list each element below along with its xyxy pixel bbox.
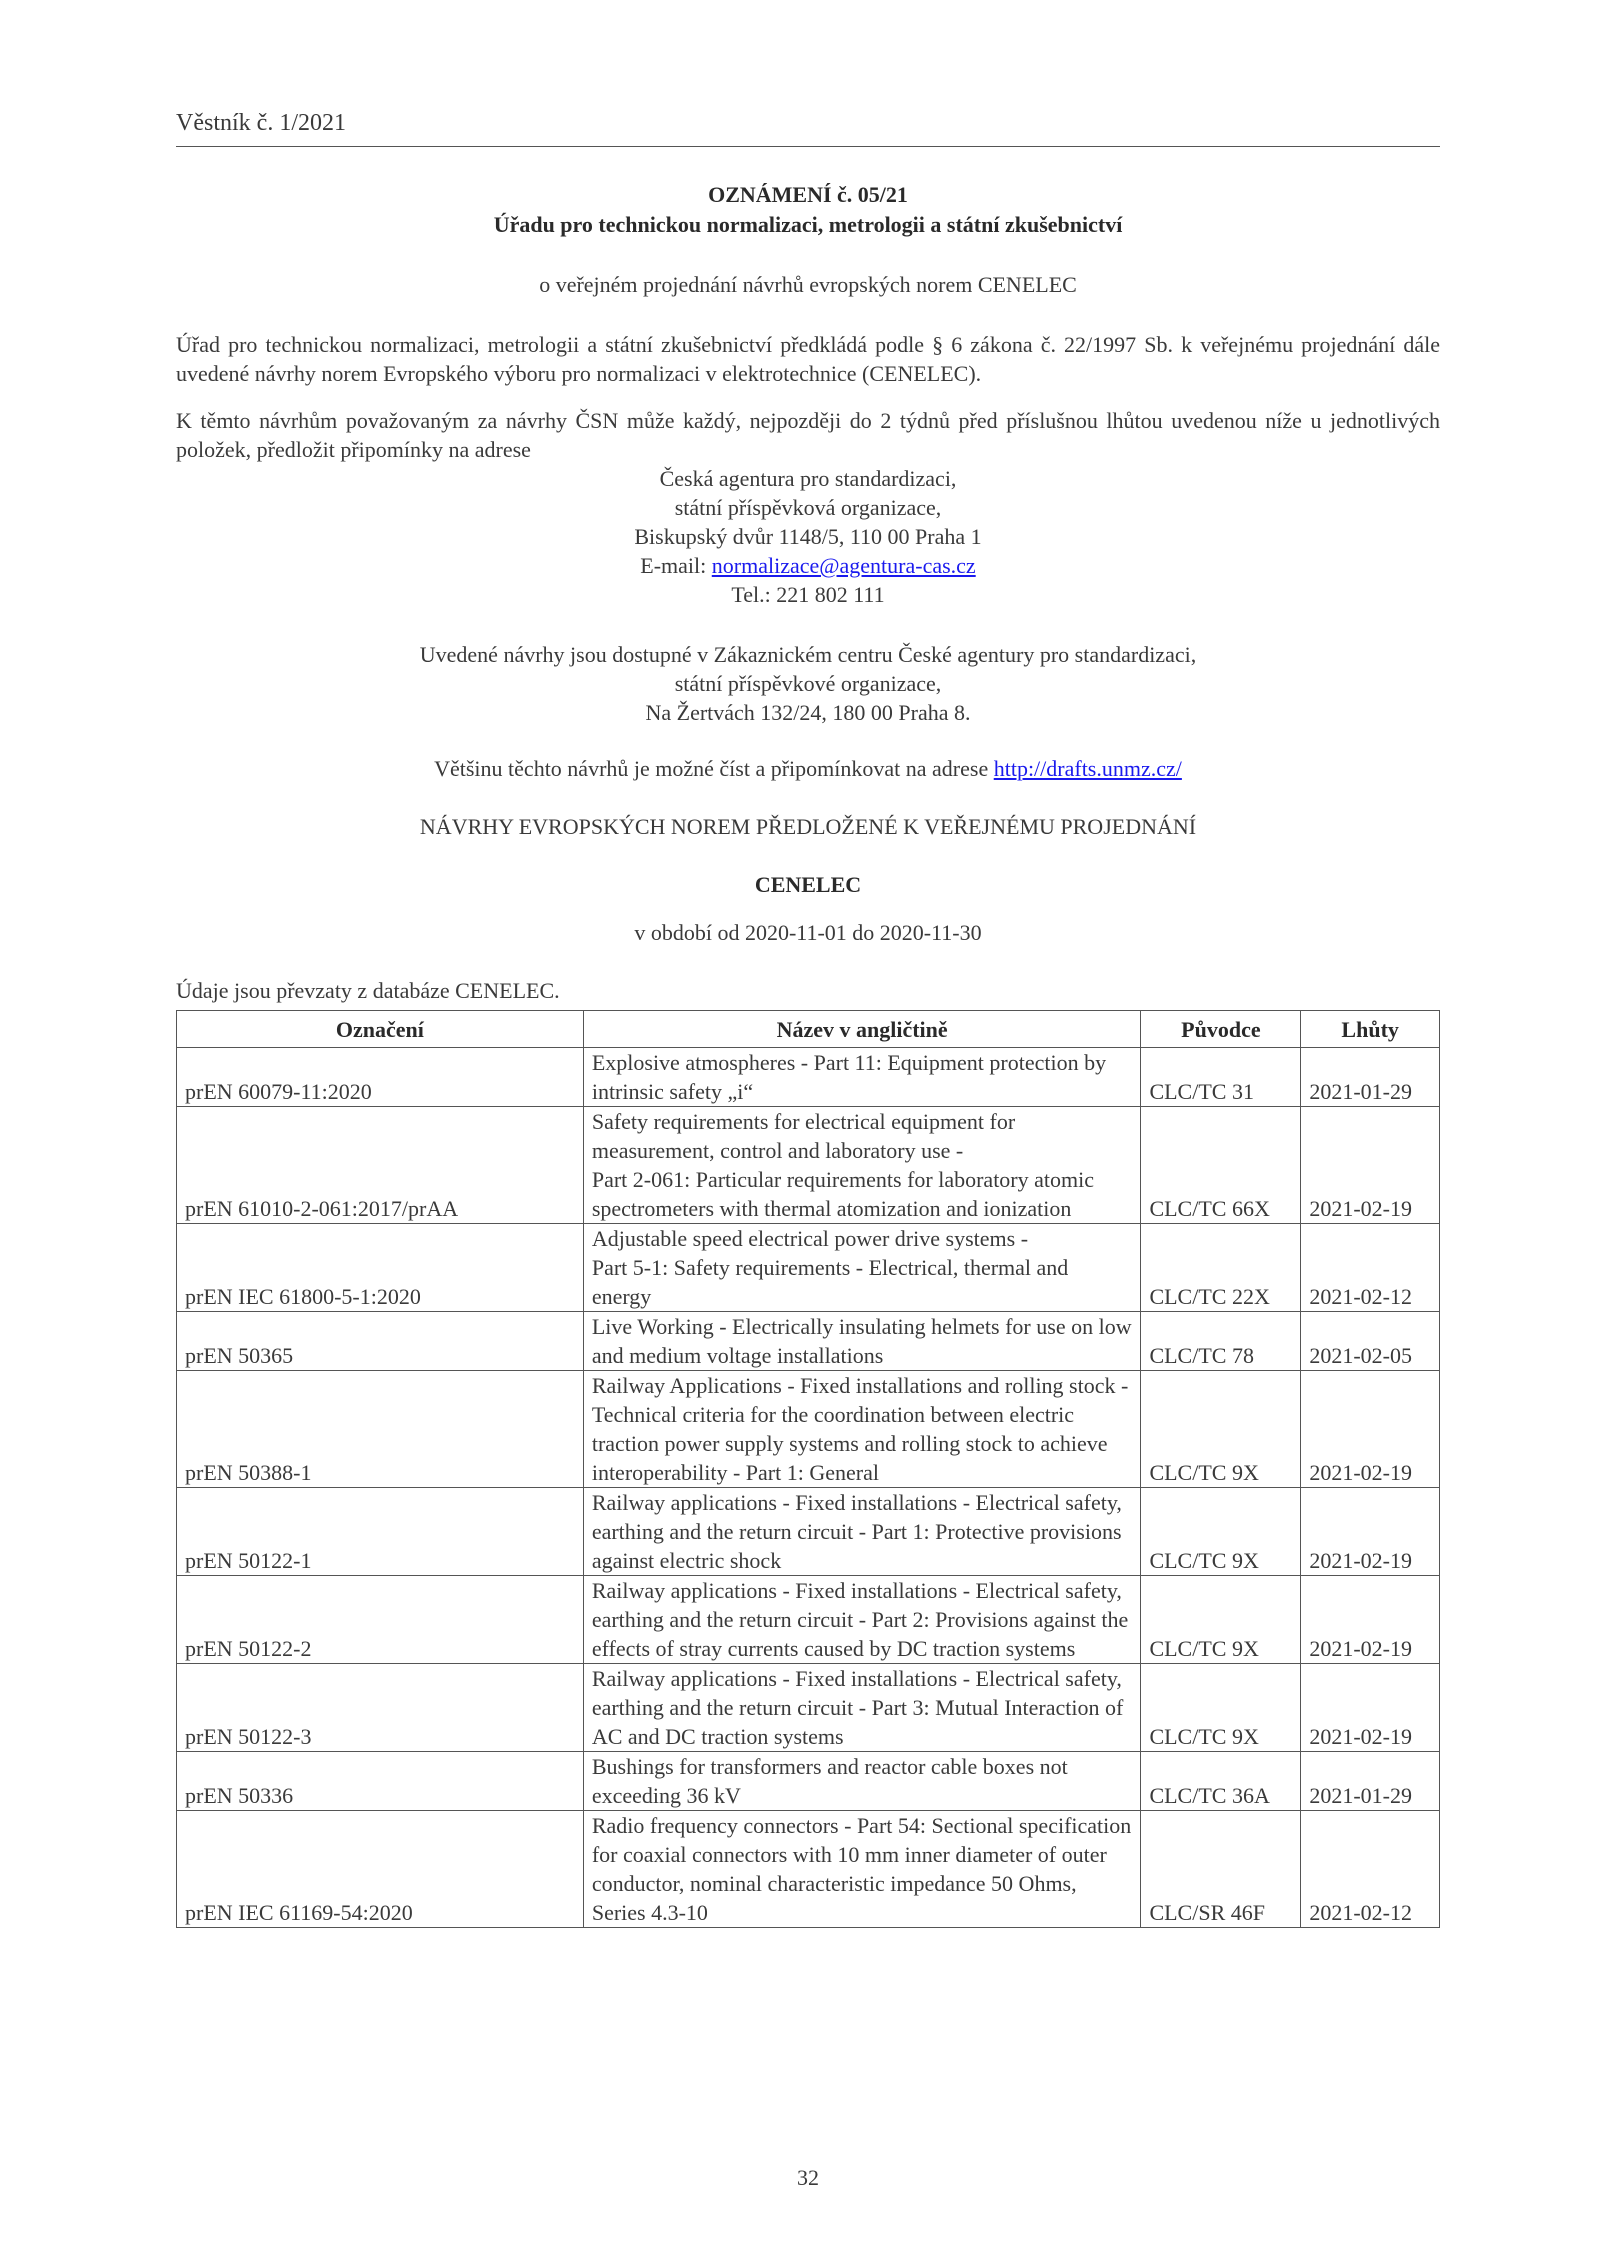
cell-deadline: 2021-02-12 [1301,1224,1440,1312]
email-line [176,551,1440,580]
cell-code: prEN 50365 [177,1312,584,1371]
availability-line-1: Uvedené návrhy jsou dostupné v Zákaznickém centru České agentury pro standardizaci, [419,642,1197,667]
drafts-line [176,756,1440,782]
address-line-2: státní příspěvková organizace, [674,495,942,520]
cell-title: Safety requirements for electrical equipment for measurement, control and laboratory use - Part 2-061: Particular requirements for laboratory atomic spectrometers with thermal atomization and ionization [583,1107,1141,1224]
email-label: E-mail: [640,553,712,578]
cell-origin: CLC/SR 46F [1141,1811,1301,1928]
cell-origin: CLC/TC 31 [1141,1048,1301,1107]
col-header-title: Název v angličtině [583,1011,1141,1048]
page-number: 32 [797,2165,819,2190]
cell-origin: CLC/TC 66X [1141,1107,1301,1224]
email-link[interactable]: normalizace@agentura-cas.cz [711,553,976,578]
norms-table [176,1010,1440,1928]
cell-origin: CLC/TC 9X [1141,1576,1301,1664]
col-header-deadline: Lhůty [1301,1011,1440,1048]
drafts-text: Většinu těchto návrhů je možné číst a připomínkovat na adrese [434,756,994,781]
cell-title: Live Working - Electrically insulating helmets for use on low and medium voltage installations [583,1312,1141,1371]
comments-paragraph: K těmto návrhům považovaným za návrhy ČSN může každý, nejpozději do 2 týdnů před příslušnou lhůtou uvedenou níže u jednotlivých položek, předložit připomínky na adrese [176,408,1440,462]
table-row [177,1752,1440,1811]
table-row [177,1224,1440,1312]
cell-deadline: 2021-01-29 [1301,1752,1440,1811]
cell-deadline: 2021-02-19 [1301,1664,1440,1752]
cell-deadline: 2021-02-19 [1301,1488,1440,1576]
source-note: Údaje jsou převzaty z databáze CENELEC. [176,978,560,1003]
cell-code: prEN 60079-11:2020 [177,1048,584,1107]
availability-line-2: státní příspěvkové organizace, [674,671,942,696]
table-body [177,1048,1440,1928]
cell-deadline: 2021-01-29 [1301,1048,1440,1107]
table-row [177,1371,1440,1488]
cell-deadline: 2021-02-19 [1301,1371,1440,1488]
section-period: v období od 2020-11-01 do 2020-11-30 [634,920,982,945]
table-row [177,1488,1440,1576]
cell-code: prEN 50122-3 [177,1664,584,1752]
address-line-1: Česká agentura pro standardizaci, [659,466,957,491]
cell-code: prEN 50336 [177,1752,584,1811]
availability-line-3: Na Žertvách 132/24, 180 00 Praha 8. [645,700,971,725]
table-row [177,1107,1440,1224]
section-org: CENELEC [754,872,862,897]
cell-code: prEN 61010-2-061:2017/prAA [177,1107,584,1224]
cell-title: Railway Applications - Fixed installations and rolling stock - Technical criteria for the coordination between electric traction power supply systems and rolling stock to achieve interoperability - Part 1: General [583,1371,1141,1488]
cell-code: prEN 50388-1 [177,1371,584,1488]
table-row [177,1664,1440,1752]
cell-title: Railway applications - Fixed installations - Electrical safety, earthing and the return circuit - Part 1: Protective provisions against electric shock [583,1488,1141,1576]
section-heading: NÁVRHY EVROPSKÝCH NOREM PŘEDLOŽENÉ K VEŘEJNÉMU PROJEDNÁNÍ [419,814,1197,839]
cell-origin: CLC/TC 9X [1141,1488,1301,1576]
address-line-3: Biskupský dvůr 1148/5, 110 00 Praha 1 [634,524,982,549]
cell-origin: CLC/TC 78 [1141,1312,1301,1371]
col-header-origin: Původce [1141,1011,1301,1048]
announcement-title-block [176,180,1440,240]
drafts-link[interactable]: http://drafts.unmz.cz/ [993,756,1182,781]
cell-title: Railway applications - Fixed installations - Electrical safety, earthing and the return circuit - Part 3: Mutual Interaction of AC and DC traction systems [583,1664,1141,1752]
announcement-title: OZNÁMENÍ č. 05/21 [708,182,908,207]
announcement-office: Úřadu pro technickou normalizaci, metrologii a státní zkušebnictví [493,212,1123,237]
cell-title: Adjustable speed electrical power drive systems - Part 5-1: Safety requirements - Electrical, thermal and energy [583,1224,1141,1312]
cell-title: Radio frequency connectors - Part 54: Sectional specification for coaxial connectors with 10 mm inner diameter of outer conductor, nominal characteristic impedance 50 Ohms, Series 4.3-10 [583,1811,1141,1928]
cell-title: Explosive atmospheres - Part 11: Equipment protection by intrinsic safety „i“ [583,1048,1141,1107]
cell-origin: CLC/TC 9X [1141,1371,1301,1488]
cell-code: prEN IEC 61800-5-1:2020 [177,1224,584,1312]
cell-deadline: 2021-02-19 [1301,1107,1440,1224]
cell-origin: CLC/TC 22X [1141,1224,1301,1312]
cell-origin: CLC/TC 9X [1141,1664,1301,1752]
announcement-subject: o veřejném projednání návrhů evropských norem CENELEC [539,272,1077,297]
table-header-row [177,1011,1440,1048]
intro-paragraph: Úřad pro technickou normalizaci, metrologii a státní zkušebnictví předkládá podle § 6 zákona č. 22/1997 Sb. k veřejnému projednání dále uvedené návrhy norem Evropského výboru pro normalizaci v elektrotechnice (CENELEC). [176,332,1440,386]
table-row [177,1048,1440,1107]
cell-code: prEN 50122-2 [177,1576,584,1664]
phone-line: Tel.: 221 802 111 [731,582,885,607]
cell-title: Railway applications - Fixed installations - Electrical safety, earthing and the return circuit - Part 2: Provisions against the effects of stray currents caused by DC traction systems [583,1576,1141,1664]
cell-deadline: 2021-02-05 [1301,1312,1440,1371]
table-row [177,1312,1440,1371]
cell-title: Bushings for transformers and reactor cable boxes not exceeding 36 kV [583,1752,1141,1811]
col-header-code: Označení [177,1011,584,1048]
table-row [177,1576,1440,1664]
cell-code: prEN 50122-1 [177,1488,584,1576]
cell-deadline: 2021-02-19 [1301,1576,1440,1664]
cell-deadline: 2021-02-12 [1301,1811,1440,1928]
table-row [177,1811,1440,1928]
running-header: Věstník č. 1/2021 [176,110,1440,147]
address-block [176,464,1440,609]
cell-code: prEN IEC 61169-54:2020 [177,1811,584,1928]
availability-block [176,640,1440,727]
cell-origin: CLC/TC 36A [1141,1752,1301,1811]
